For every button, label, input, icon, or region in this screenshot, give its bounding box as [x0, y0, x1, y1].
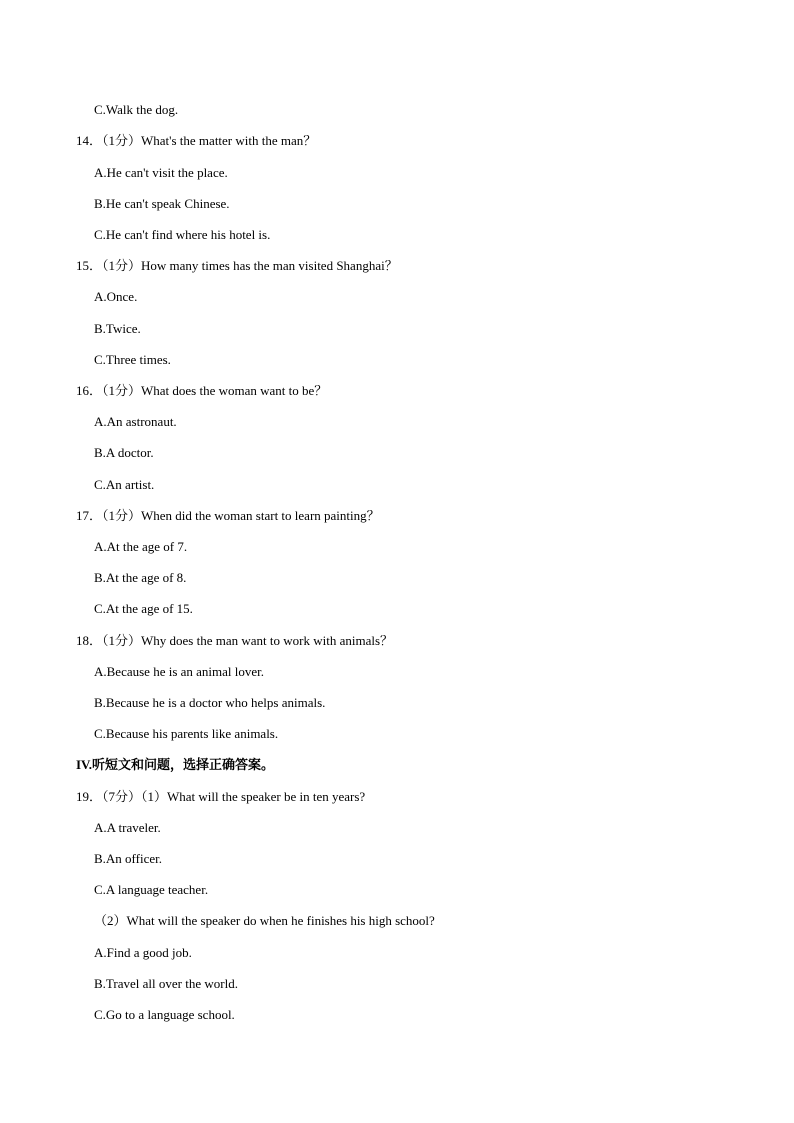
- question-18-option-a: A.Because he is an animal lover.: [94, 664, 265, 679]
- question-19-stem: 19．（7分）（1）What will the speaker be in ten years?: [76, 789, 366, 804]
- question-16-option-b: B.A doctor.: [94, 445, 154, 460]
- question-19-2-option-b: B.Travel all over the world.: [94, 976, 238, 991]
- question-18-option-c: C.Because his parents like animals.: [94, 726, 279, 741]
- question-15-stem: 15．（1分）How many times has the man visited Shanghai？: [76, 258, 398, 273]
- question-18-stem: 18．（1分）Why does the man want to work with animals？: [76, 633, 394, 648]
- question-16-stem: 16．（1分）What does the woman want to be？: [76, 383, 328, 398]
- prev-question-option-c: C.Walk the dog.: [94, 102, 179, 117]
- question-15-option-b: B.Twice.: [94, 321, 141, 336]
- question-19-1-option-a: A.A traveler.: [94, 820, 161, 835]
- section-iv-title: IV.听短文和问题，选择正确答案。: [76, 757, 275, 772]
- question-19-2-option-c: C.Go to a language school.: [94, 1007, 235, 1022]
- question-17-option-b: B.At the age of 8.: [94, 570, 187, 585]
- question-15-option-a: A.Once.: [94, 289, 138, 304]
- question-19-1-option-b: B.An officer.: [94, 851, 162, 866]
- question-15-option-c: C.Three times.: [94, 352, 171, 367]
- question-16-option-c: C.An artist.: [94, 477, 155, 492]
- question-17-option-a: A.At the age of 7.: [94, 539, 188, 554]
- question-14-option-c: C.He can't find where his hotel is.: [94, 227, 271, 242]
- question-19-2-option-a: A.Find a good job.: [94, 945, 192, 960]
- question-16-option-a: A.An astronaut.: [94, 414, 177, 429]
- question-19-2-stem: （2）What will the speaker do when he finishes his high school?: [94, 913, 435, 928]
- question-14-option-a: A.He can't visit the place.: [94, 165, 228, 180]
- question-18-option-b: B.Because he is a doctor who helps animals.: [94, 695, 326, 710]
- question-14-option-b: B.He can't speak Chinese.: [94, 196, 230, 211]
- question-19-1-option-c: C.A language teacher.: [94, 882, 209, 897]
- question-17-option-c: C.At the age of 15.: [94, 601, 193, 616]
- question-14-stem: 14．（1分）What's the matter with the man？: [76, 133, 317, 148]
- question-17-stem: 17．（1分）When did the woman start to learn painting？: [76, 508, 380, 523]
